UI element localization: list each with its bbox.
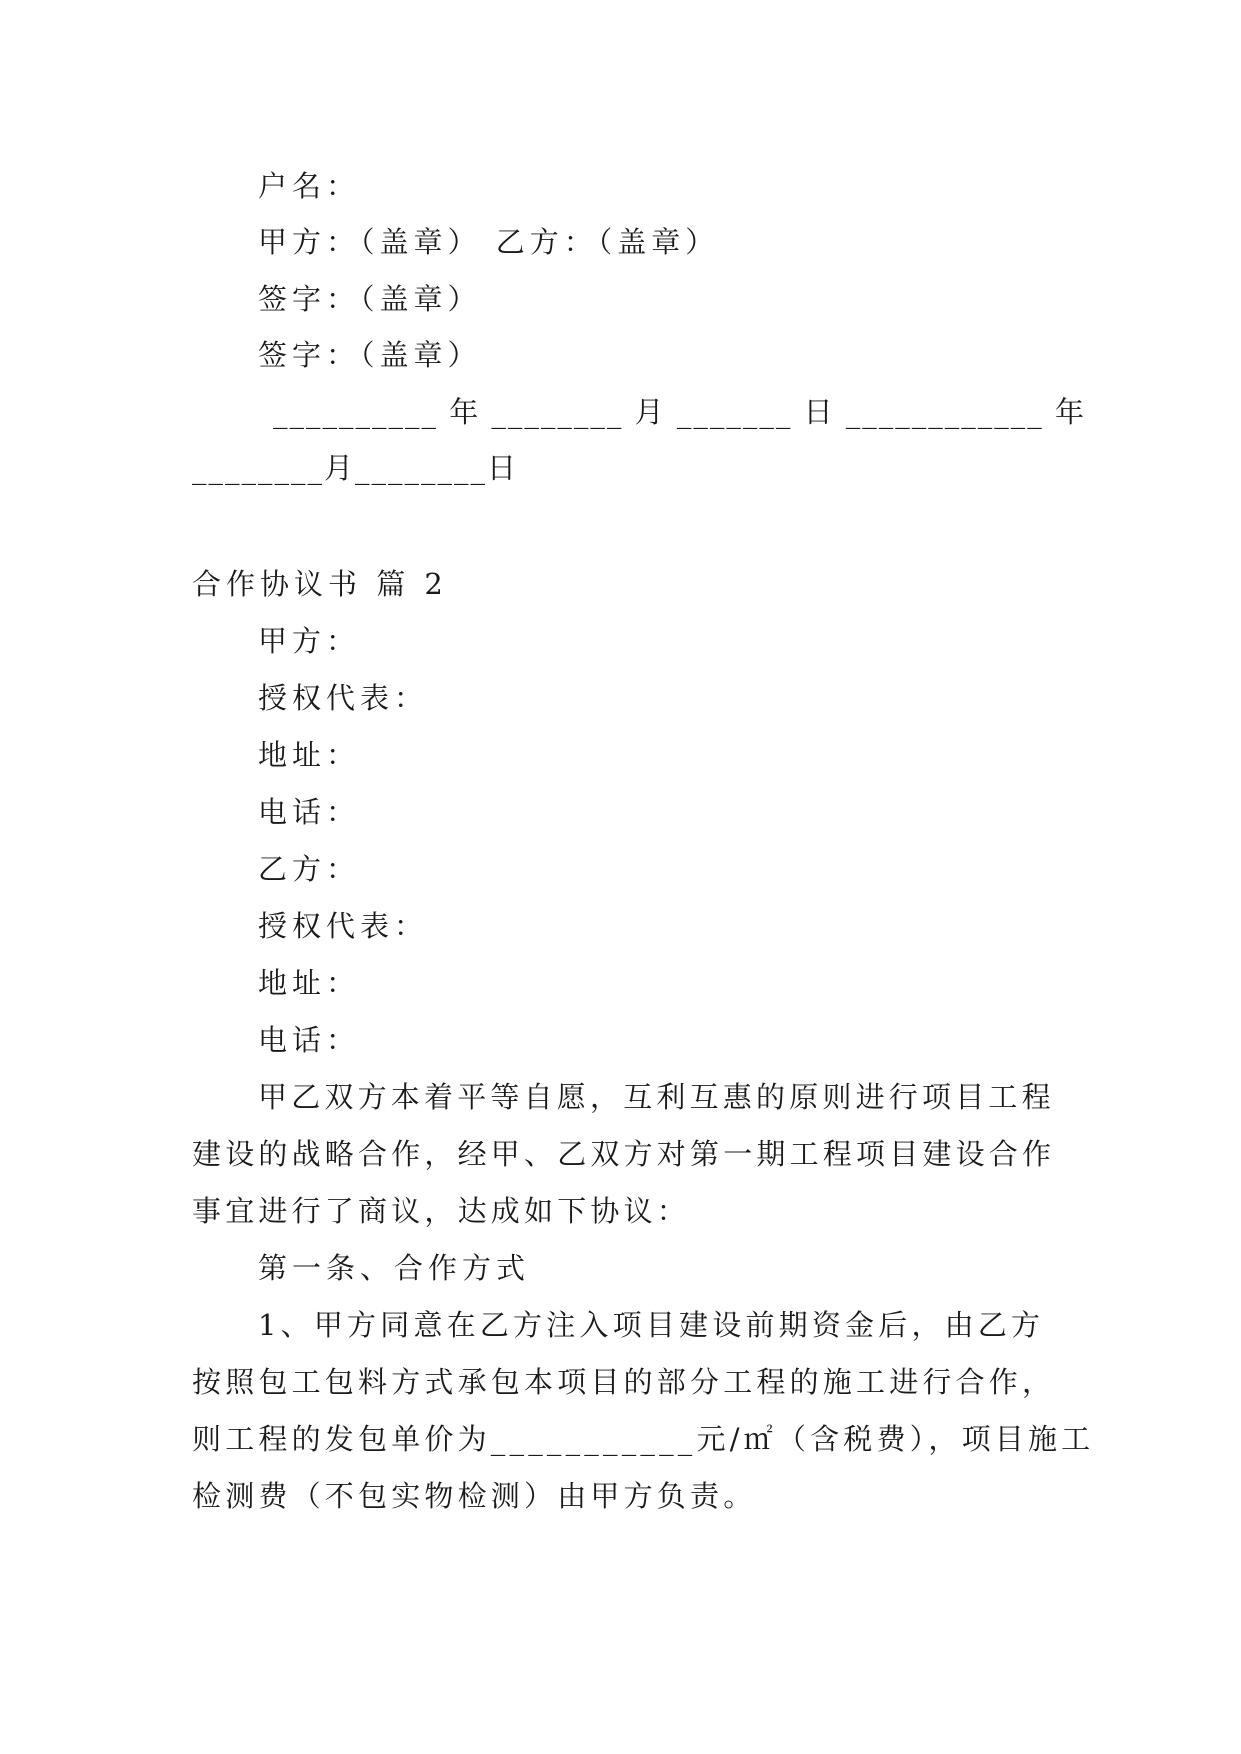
preamble-line-1: 甲乙双方本着平等自愿，互利互惠的原则进行项目工程 bbox=[258, 1080, 1055, 1114]
clause-line-1: 1、甲方同意在乙方注入项目建设前期资金后，由乙方 bbox=[258, 1308, 1045, 1342]
date-line: __________ 年 ________ 月 _______ 日 ____________ 年 bbox=[273, 395, 1087, 429]
preamble-line-3: 事宜进行了商议，达成如下协议： bbox=[192, 1194, 691, 1228]
party-b-label: 乙方： bbox=[258, 852, 361, 886]
party-b-phone-label: 电话： bbox=[258, 1023, 361, 1057]
preamble-line-2: 建设的战略合作，经甲、乙双方对第一期工程项目建设合作 bbox=[192, 1137, 1056, 1171]
party-a-representative-label: 授权代表： bbox=[258, 681, 429, 715]
section-heading: 合作协议书 篇 2 bbox=[192, 567, 448, 601]
date-line-continued: ________月________日 bbox=[192, 451, 519, 485]
party-a-address-label: 地址： bbox=[258, 738, 361, 772]
signature-line-b: 签字：（盖章） bbox=[258, 338, 482, 372]
clause-line-3: 则工程的发包单价为___________元/㎡（含税费），项目施工 bbox=[192, 1422, 1095, 1456]
party-a-label: 甲方： bbox=[258, 624, 361, 658]
party-seal-line: 甲方：（盖章） 乙方：（盖章） bbox=[258, 225, 720, 259]
article-heading: 第一条、合作方式 bbox=[258, 1251, 531, 1285]
party-a-phone-label: 电话： bbox=[258, 795, 361, 829]
party-b-address-label: 地址： bbox=[258, 966, 361, 1000]
account-name-label: 户名： bbox=[258, 169, 361, 203]
party-b-representative-label: 授权代表： bbox=[258, 909, 429, 943]
clause-line-4: 检测费（不包实物检测）由甲方负责。 bbox=[192, 1479, 757, 1513]
signature-line-a: 签字：（盖章） bbox=[258, 282, 482, 316]
clause-line-2: 按照包工包料方式承包本项目的部分工程的施工进行合作， bbox=[192, 1365, 1056, 1399]
